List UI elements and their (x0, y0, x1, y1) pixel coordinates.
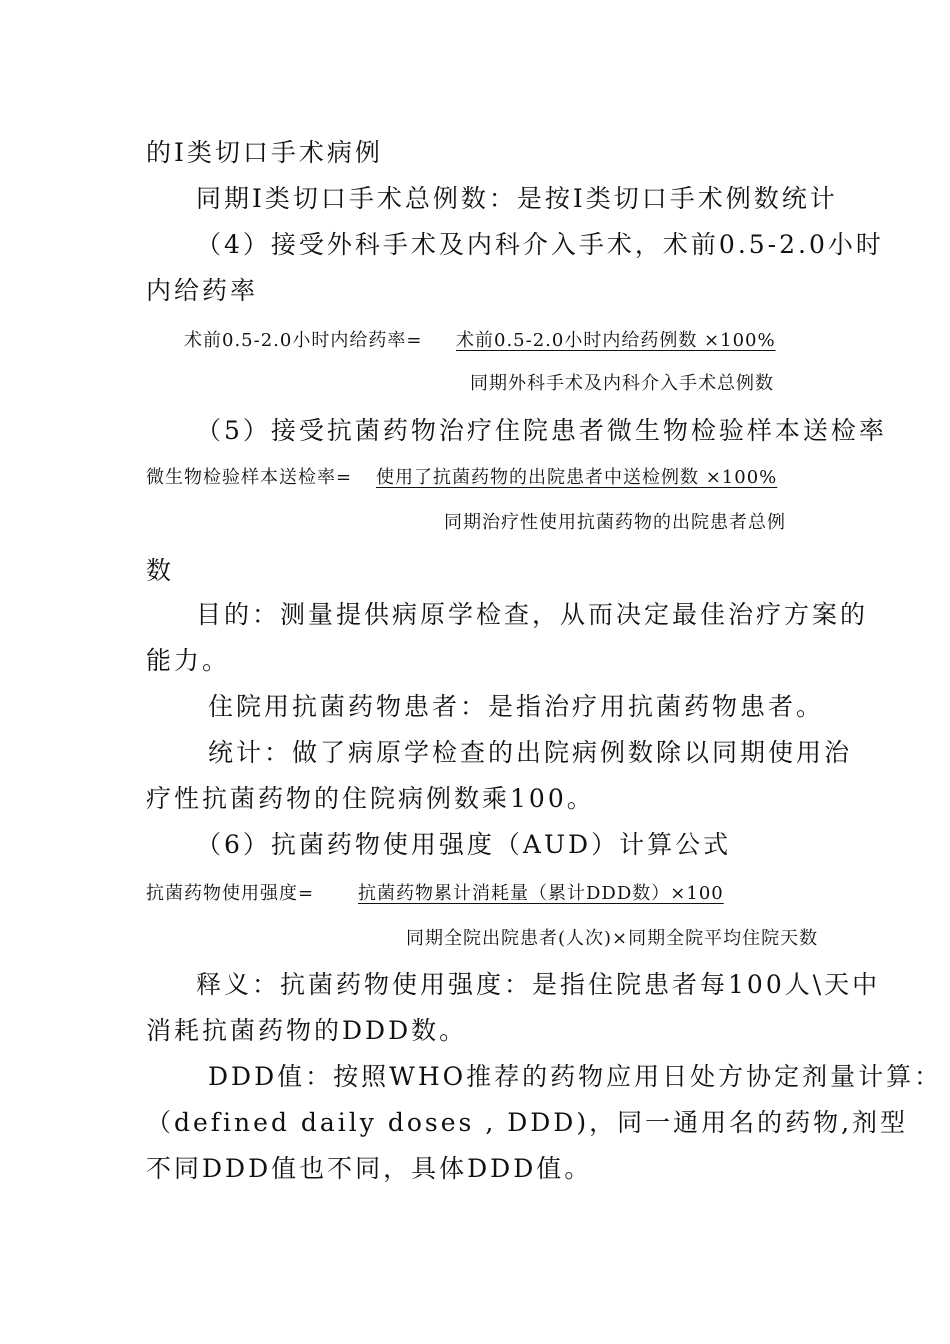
text-line: 内给药率 (146, 276, 259, 305)
text-line: 数 (146, 556, 175, 585)
formula-label: 微生物检验样本送检率= (146, 467, 353, 488)
text-line: （4）接受外科手术及内科介入手术，术前0.5-2.0小时 (196, 230, 884, 259)
formula-numerator: 术前0.5-2.0小时内给药例数 ×100% (456, 330, 776, 351)
formula-denominator: 同期外科手术及内科介入手术总例数 (470, 373, 774, 394)
text-line: 能力。 (146, 646, 231, 675)
text-line: 消耗抗菌药物的DDD数。 (146, 1016, 468, 1045)
formula-label: 术前0.5-2.0小时内给药率= (184, 330, 423, 351)
text-line: （defined daily doses , DDD)，同一通用名的药物,剂型 (146, 1108, 909, 1137)
text-line: 的Ⅰ类切口手术病例 (146, 138, 383, 167)
text-line: DDD值：按照WHO推荐的药物应用日处方协定剂量计算： (208, 1062, 943, 1091)
formula-denominator: 同期全院出院患者(人次)×同期全院平均住院天数 (406, 928, 819, 949)
formula-denominator: 同期治疗性使用抗菌药物的出院患者总例 (444, 512, 786, 533)
text-line: 不同DDD值也不同，具体DDD值。 (146, 1154, 593, 1183)
text-line: 统计：做了病原学检查的出院病例数除以同期使用治 (208, 738, 853, 767)
text-line: 疗性抗菌药物的住院病例数乘100。 (146, 784, 595, 813)
formula-numerator: 抗菌药物累计消耗量（累计DDD数）×100 (358, 883, 724, 904)
text-line: 目的：测量提供病原学检查，从而决定最佳治疗方案的 (196, 600, 869, 629)
text-line: 释义：抗菌药物使用强度：是指住院患者每100人\天中 (196, 970, 881, 999)
text-line: 住院用抗菌药物患者：是指治疗用抗菌药物患者。 (208, 692, 825, 721)
text-line: （6）抗菌药物使用强度（AUD）计算公式 (196, 830, 732, 859)
text-line: （5）接受抗菌药物治疗住院患者微生物检验样本送检率 (196, 416, 887, 445)
text-line: 同期Ⅰ类切口手术总例数：是按Ⅰ类切口手术例数统计 (196, 184, 838, 213)
formula-numerator: 使用了抗菌药物的出院患者中送检例数 ×100% (376, 467, 778, 488)
formula-label: 抗菌药物使用强度= (146, 883, 315, 904)
